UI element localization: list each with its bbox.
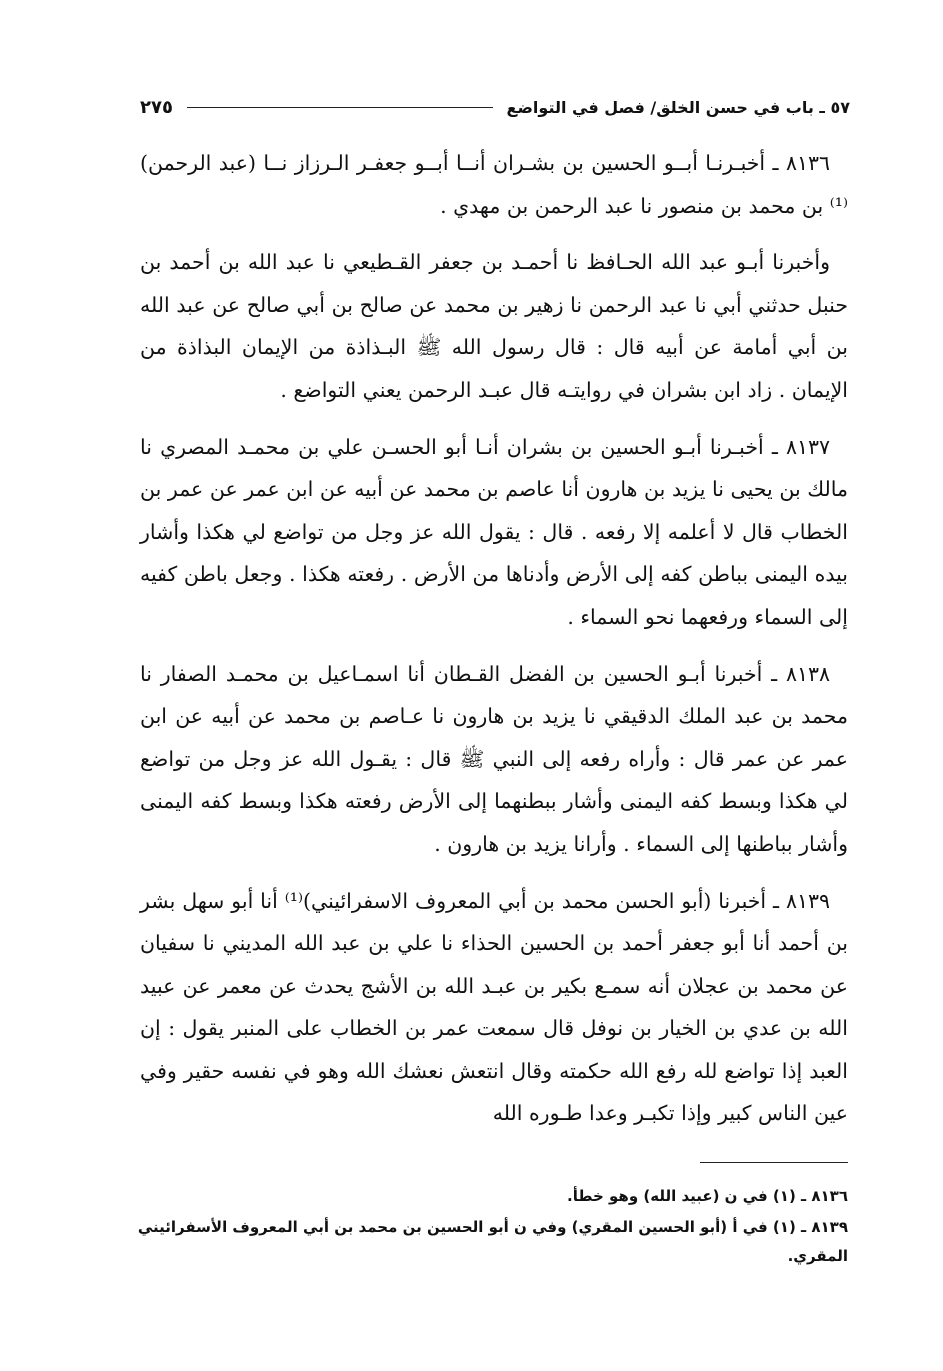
footnotes — [135, 1182, 848, 1273]
hadith-8136: ٨١٣٦ ـ أخبـرنـا أبــو الحسين بن بشـران أنــا أبــو جعفـر الـرزاز نــا (عبد الرحمن)⁽¹⁾ بن محمد بن منصور نا عبد الرحمن بن مهدي . — [140, 151, 848, 218]
footnote-8136: ٨١٣٦ ـ (١) في ن (عبيد الله) وهو خطأ. — [567, 1187, 848, 1205]
hadith-8136-chain: وأخبرنا أبـو عبد الله الحـافظ نا أحمـد بن جعفر القـطيعي نا عبد الله بن أحمد بن حنبل حدثني أبي نا عبد الرحمن نا زهير بن محمد عن صالح بن أبي صالح عن عبد الله بن أبي أمامة عن أبيه قال : قال رسول الله ﷺ البـذاذة من الإيمان البذاذة من الإيمان . زاد ابن بشران في روايتـه قال عبـد الرحمن يعني التواضع . — [140, 250, 848, 402]
footnote-8139: ٨١٣٩ ـ (١) في أ (أبو الحسين المقري) وفي ن أبو الحسين بن محمد بن أبي المعروف الأسفرائيني المقري. — [137, 1218, 848, 1265]
main-text — [140, 142, 848, 1149]
page-number: ٢٧٥ — [140, 96, 173, 118]
hadith-8137: ٨١٣٧ ـ أخبـرنا أبـو الحسين بن بشران أنـا أبو الحسـن علي بن محمـد المصري نا مالك بن يحيى نا يزيد بن هارون أنا عاصم بن محمد عن أبيه عن ابن عمر عن عمر بن الخطاب قال لا أعلمه إلا رفعه . قال : يقول الله عز وجل من تواضع لي هكذا وأشار بيده اليمنى بباطن كفه إلى الأرض وأدناها من الأرض . رفعته هكذا . وجعل باطن كفيه إلى السماء ورفعهما نحو السماء . — [140, 434, 849, 629]
header-rule — [187, 107, 493, 108]
hadith-8139: ٨١٣٩ ـ أخبرنا (أبو الحسن محمد بن أبي المعروف الاسفرائيني)⁽¹⁾ أنا أبو سهل بشر بن أحمد أنا أبو جعفر أحمد بن الحسين الحذاء نا علي بن عبد الله المديني نا سفيان عن محمد بن عجلان أنه سمـع بكير بن عبـد الله بن الأشج يحدث عن معمر عن عبيد الله بن عدي بن الخيار بن نوفل قال سمعت عمر بن الخطاب على المنبر يقول : إن العبد إذا تواضع لله رفع الله حكمته وقال انتعش نعشك الله وهو في نفسه حقير وفي عين الناس كبير وإذا تكبـر وعدا طـوره الله — [140, 888, 848, 1126]
page-header — [140, 92, 850, 122]
running-title: ٥٧ ـ باب في حسن الخلق/ فصل في التواضع — [506, 97, 850, 117]
hadith-8138: ٨١٣٨ ـ أخبرنا أبـو الحسين بن الفضل القـطان أنا اسمـاعيل بن محمـد الصفار نا محمد بن عبد الملك الدقيقي نا يزيد بن هارون نا عـاصم بن محمد عن أبيه عن ابن عمر عن عمر قال : وأراه رفعه إلى النبي ﷺ قال : يقـول الله عز وجل من تواضع لي هكذا وبسط كفه اليمنى وأشار ببطنهما إلى الأرض رفعته هكذا وبسط كفه اليمنى وأشار بباطنها إلى السماء . وأرانا يزيد بن هارون . — [140, 661, 848, 856]
footnote-rule — [700, 1162, 848, 1163]
